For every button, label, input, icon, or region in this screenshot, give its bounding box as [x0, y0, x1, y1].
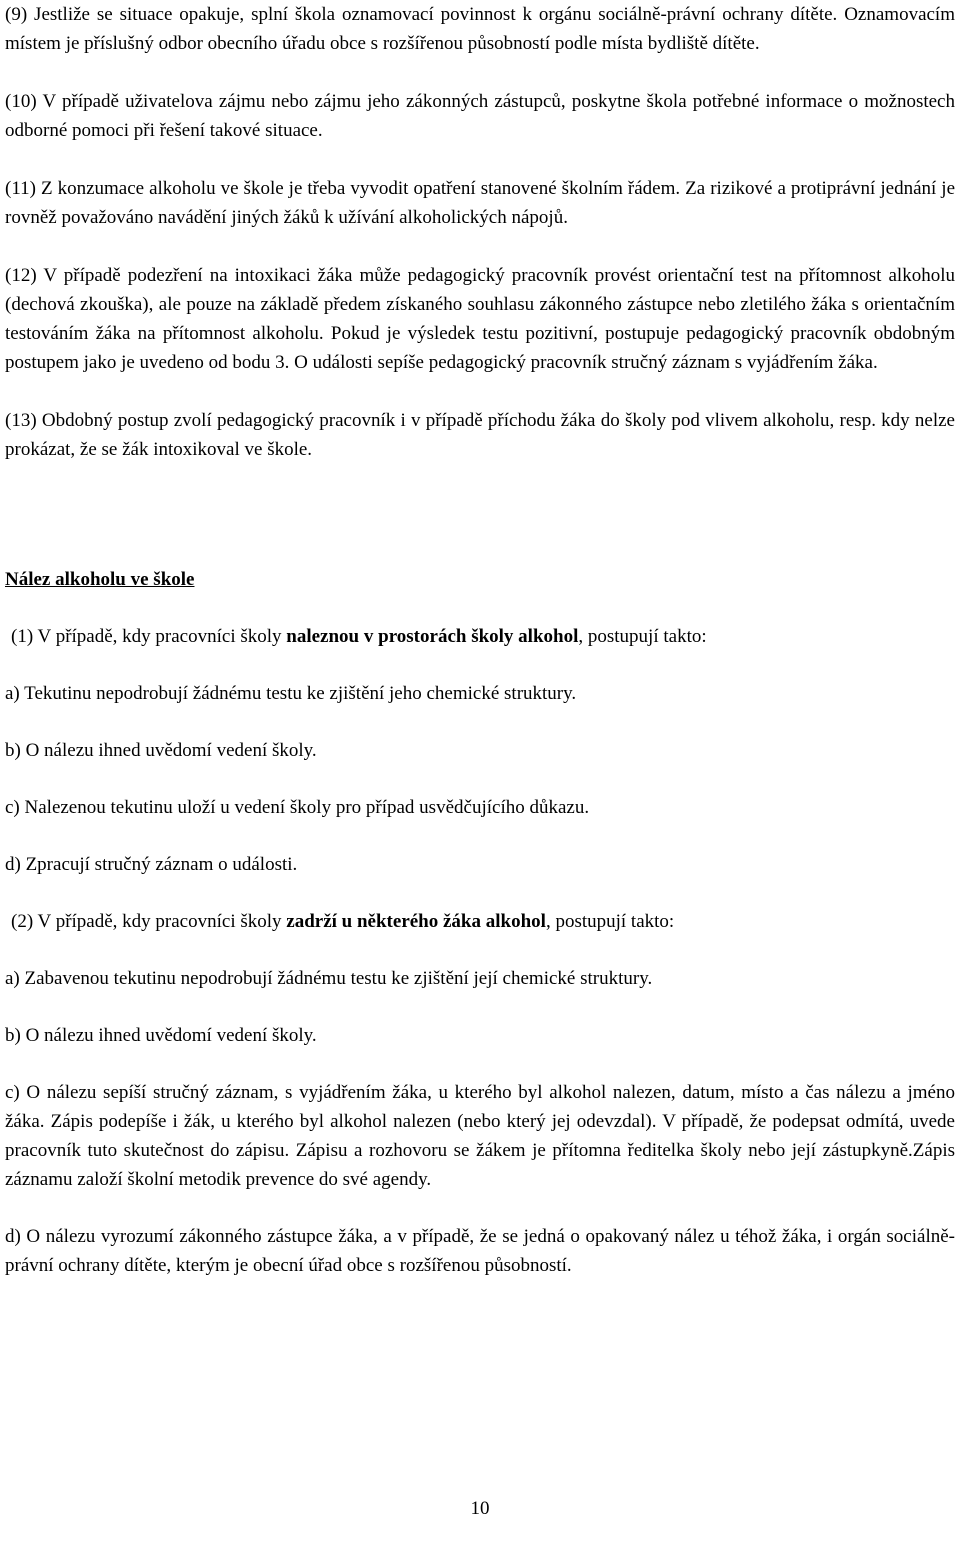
case-1-item-d: d) Zpracují stručný záznam o události. — [5, 854, 298, 875]
case-2-suffix: , postupují takto: — [545, 911, 675, 932]
page-number: 10 — [470, 1498, 490, 1519]
case-2-prefix: (2) V případě, kdy pracovníci školy — [11, 911, 287, 932]
case-1-prefix: (1) V případě, kdy pracovníci školy — [11, 626, 287, 647]
case-1-suffix: , postupují takto: — [578, 626, 707, 647]
case-2-item-c: c) O nálezu sepíší stručný záznam, s vyjádřením žáka, u kterého byl alkohol nalezen, datum, místo a čas nálezu a jméno žáka. Zápis podepíše i žák, u kterého byl alkohol nalezen (nebo který jej odevzdal). V případě, že podepsat odmítá, uvede pracovník tuto skutečnost do zápisu. Zápisu a rozhovoru se žákem je přítomna ředitelka školy nebo její zástupkyně.Zápis záznamu založí školní metodik prevence do své agendy. — [5, 1082, 955, 1190]
paragraph-9: (9) Jestliže se situace opakuje, splní škola oznamovací povinnost k orgánu sociálně-právní ochrany dítěte. Oznamovacím místem je příslušný odbor obecního úřadu obce s rozšířenou působností podle místa bydliště dítěte. — [5, 4, 955, 54]
case-2-item-d: d) O nálezu vyrozumí zákonného zástupce žáka, a v případě, že se jedná o opakovaný nález u téhož žáka, i orgán sociálně-právní ochrany dítěte, kterým je obecní úřad obce s rozšířenou působností. — [5, 1226, 955, 1276]
paragraph-10: (10) V případě uživatelova zájmu nebo zájmu jeho zákonných zástupců, poskytne škola potřebné informace o možnostech odborné pomoci při řešení takové situace. — [5, 91, 955, 141]
case-1-bold: naleznou v prostorách školy alkohol — [286, 626, 579, 647]
case-1-intro — [5, 622, 955, 651]
case-2-intro — [5, 907, 955, 936]
case-1-item-a: a) Tekutinu nepodrobují žádnému testu ke zjištění jeho chemické struktury. — [5, 683, 577, 704]
case-1-item-c: c) Nalezenou tekutinu uloží u vedení školy pro případ usvědčujícího důkazu. — [5, 797, 590, 818]
section-heading: Nález alkoholu ve škole — [5, 569, 195, 590]
paragraph-13: (13) Obdobný postup zvolí pedagogický pracovník i v případě příchodu žáka do školy pod vlivem alkoholu, resp. kdy nelze prokázat, že se žák intoxikoval ve škole. — [5, 410, 955, 460]
case-2-item-a: a) Zabavenou tekutinu nepodrobují žádnému testu ke zjištění její chemické struktury. — [5, 968, 653, 989]
case-2-bold: zadrží u některého žáka alkohol — [286, 911, 546, 932]
case-1-item-b: b) O nálezu ihned uvědomí vedení školy. — [5, 740, 317, 761]
paragraph-11: (11) Z konzumace alkoholu ve škole je třeba vyvodit opatření stanovené školním řádem. Za rizikové a protiprávní jednání je rovněž považováno navádění jiných žáků k užívání alkoholických nápojů. — [5, 178, 955, 228]
paragraph-12: (12) V případě podezření na intoxikaci žáka může pedagogický pracovník provést orientační test na přítomnost alkoholu (dechová zkouška), ale pouze na základě předem získaného souhlasu zákonného zástupce nebo zletilého žáka s orientačním testováním žáka na přítomnost alkoholu. Pokud je výsledek testu pozitivní, postupuje pedagogický pracovník obdobným postupem jako je uvedeno od bodu 3. O události sepíše pedagogický pracovník stručný záznam s vyjádřením žáka. — [5, 265, 955, 373]
document-page — [5, 0, 955, 1280]
case-2-item-b: b) O nálezu ihned uvědomí vedení školy. — [5, 1025, 317, 1046]
